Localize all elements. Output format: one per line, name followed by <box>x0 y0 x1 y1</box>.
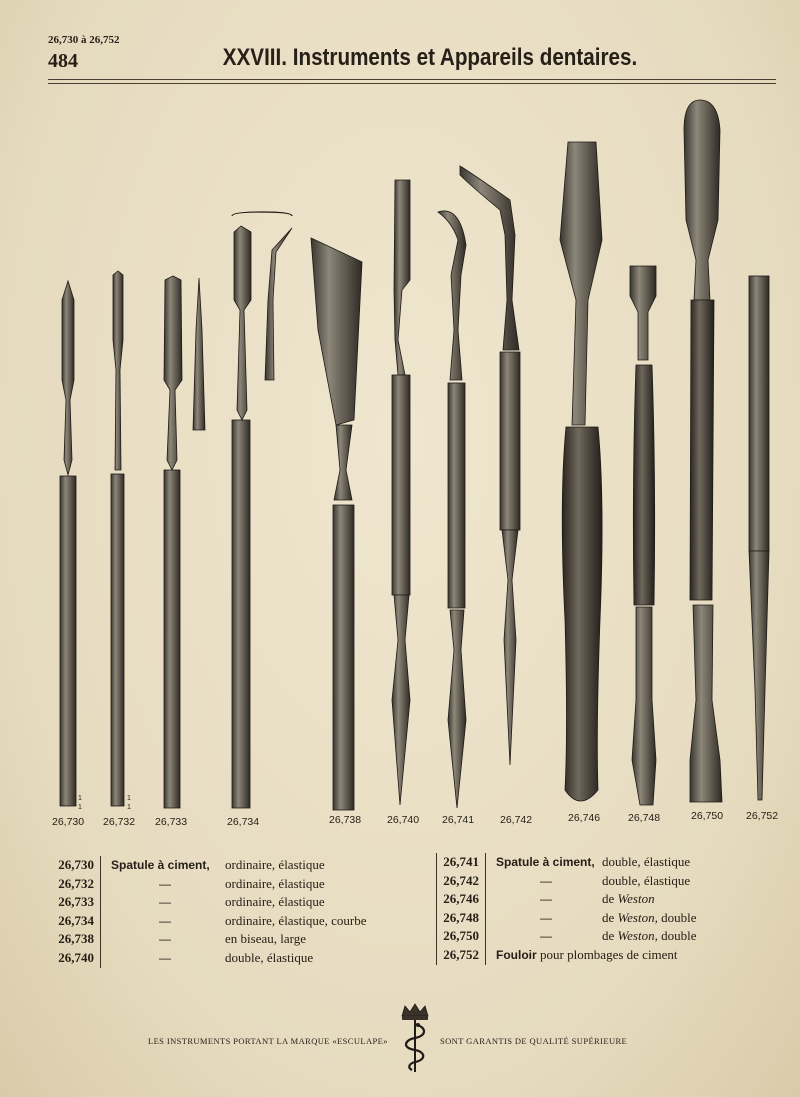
instrument-26750 <box>684 100 722 802</box>
footer-guarantee-left: LES INSTRUMENTS PORTANT LA MARQUE «ESCULAPE» <box>148 1036 388 1046</box>
footer-guarantee-right: SONT GARANTIS DE QUALITÉ SUPÉRIEURE <box>440 1036 628 1046</box>
item-number: 26,752 <box>436 946 485 965</box>
figure-label: 26,748 <box>628 812 661 824</box>
table-row <box>52 893 367 912</box>
item-description: double, élastique <box>225 949 314 965</box>
desc-italic: Weston <box>617 891 655 907</box>
svg-text:1: 1 <box>127 795 131 802</box>
items-table-left <box>52 856 367 968</box>
item-description: double, élastique <box>602 854 691 869</box>
item-name: — <box>100 875 219 894</box>
figure-label: 26,740 <box>387 814 420 826</box>
desc-italic: Weston, <box>617 909 658 925</box>
table-row <box>52 949 367 968</box>
desc-prefix: de <box>602 928 618 944</box>
item-name: — <box>485 927 596 946</box>
item-description: pour plombages de ciment <box>540 946 678 962</box>
instrument-26752 <box>749 276 769 800</box>
instrument-26741 <box>438 211 466 808</box>
svg-text:1: 1 <box>127 804 131 811</box>
item-name: Spatule à ciment, <box>100 856 219 875</box>
item-name: — <box>100 930 219 949</box>
item-number: 26,732 <box>58 875 94 891</box>
figure-label: 26,730 <box>52 816 85 828</box>
item-number: 26,738 <box>58 931 94 947</box>
item-number: 26,734 <box>58 912 94 928</box>
item-name: — <box>485 909 596 928</box>
item-range: 26,730 à 26,752 <box>48 34 120 46</box>
desc-suffix: double <box>657 928 697 944</box>
item-name: — <box>485 872 596 891</box>
item-description: ordinaire, élastique <box>225 894 325 910</box>
item-name: — <box>485 890 596 909</box>
figure-label: 26,738 <box>329 814 362 826</box>
instrument-26734 <box>232 212 292 808</box>
item-number: 26,741 <box>436 853 485 872</box>
figure-label: 26,734 <box>227 816 260 828</box>
instrument-26746 <box>560 142 602 801</box>
esculape-emblem-icon <box>396 1002 434 1074</box>
item-number: 26,746 <box>436 890 485 909</box>
item-number: 26,742 <box>436 872 485 891</box>
item-description: ordinaire, élastique <box>225 875 325 891</box>
item-description <box>596 909 697 928</box>
item-name: — <box>100 949 219 968</box>
figure-label: 26,732 <box>103 816 136 828</box>
table-row <box>436 890 697 909</box>
figure-label: 26,741 <box>442 814 475 826</box>
table-row <box>436 909 697 928</box>
item-number: 26,730 <box>58 857 94 872</box>
figure-label: 26,733 <box>155 816 188 828</box>
items-table-right <box>436 853 697 965</box>
svg-text:1: 1 <box>78 795 82 802</box>
instrument-26748 <box>630 266 656 805</box>
item-number: 26,740 <box>58 949 94 965</box>
item-description: double, élastique <box>602 872 691 888</box>
instrument-26740 <box>392 180 410 805</box>
figure-label: 26,742 <box>500 814 533 826</box>
page-number: 484 <box>48 50 78 72</box>
item-description: en biseau, large <box>225 931 306 947</box>
figure-label: 26,746 <box>568 812 601 824</box>
item-number: 26,750 <box>436 927 485 946</box>
instruments-illustration <box>0 90 800 820</box>
table-row <box>436 872 697 891</box>
item-name: Fouloir <box>485 946 596 965</box>
item-description: ordinaire, élastique <box>225 857 325 872</box>
instrument-26732 <box>111 271 124 806</box>
instrument-26730 <box>60 281 76 806</box>
figure-label: 26,750 <box>691 810 724 822</box>
svg-text:1: 1 <box>78 804 82 811</box>
header-rule <box>48 79 776 80</box>
item-name: Spatule à ciment, <box>485 853 596 872</box>
item-number: 26,733 <box>58 894 94 910</box>
page-title: XXVIII. Instruments et Appareils dentaires. <box>222 44 638 71</box>
table-row <box>52 875 367 894</box>
item-description <box>596 890 655 909</box>
item-description: ordinaire, élastique, courbe <box>225 912 367 928</box>
item-name: — <box>100 912 219 931</box>
item-number: 26,748 <box>436 909 485 928</box>
instrument-26738 <box>311 238 362 810</box>
desc-prefix: de <box>602 909 618 925</box>
desc-italic: Weston, <box>617 928 658 944</box>
table-row <box>436 927 697 946</box>
item-description <box>596 927 697 946</box>
instrument-26733 <box>164 276 205 808</box>
table-row <box>52 856 367 875</box>
table-row <box>436 946 697 965</box>
instrument-26742 <box>460 166 520 765</box>
table-row <box>436 853 697 872</box>
figure-label: 26,752 <box>746 810 779 822</box>
desc-prefix: de <box>602 891 618 907</box>
table-row <box>52 912 367 931</box>
header-rule-thin <box>48 83 776 84</box>
desc-suffix: double <box>657 909 697 925</box>
table-row <box>52 930 367 949</box>
item-name: — <box>100 893 219 912</box>
